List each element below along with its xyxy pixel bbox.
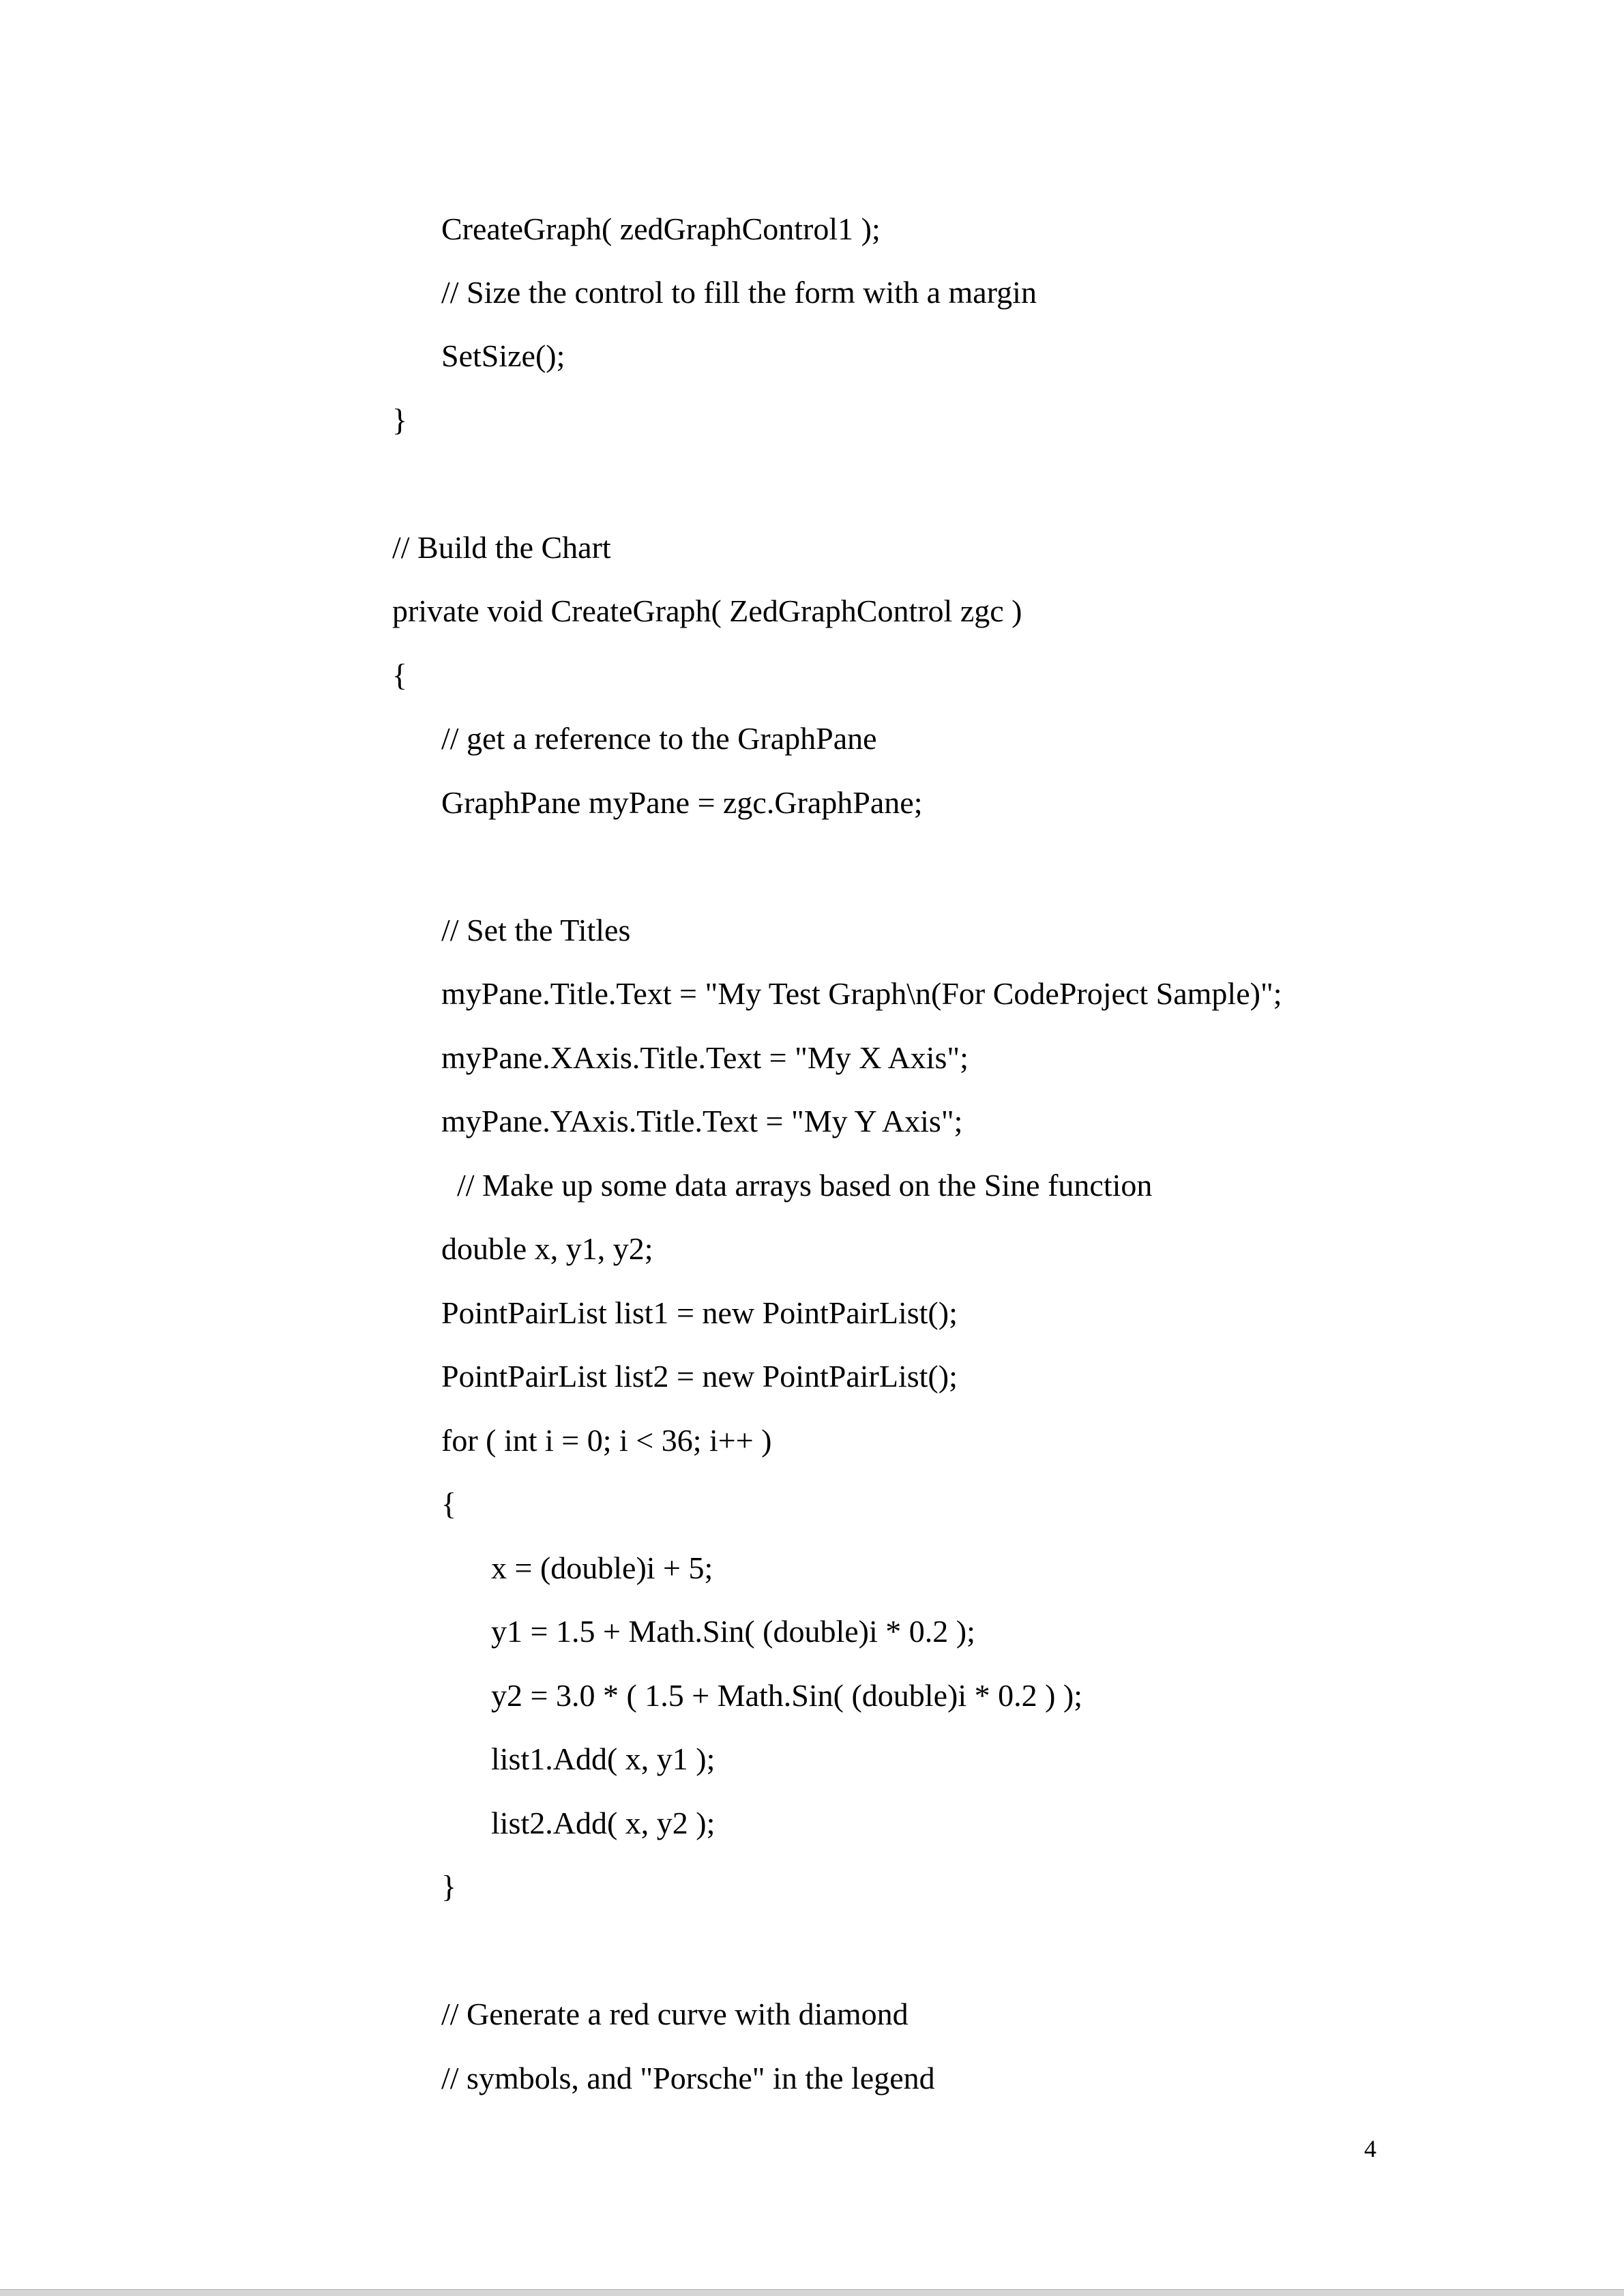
code-line: y2 = 3.0 * ( 1.5 + Math.Sin( (double)i * 0.2 ) ); <box>491 1678 1083 1713</box>
code-line: myPane.XAxis.Title.Text = "My X Axis"; <box>441 1040 969 1075</box>
code-line: for ( int i = 0; i < 36; i++ ) <box>441 1423 772 1458</box>
code-line: PointPairList list1 = new PointPairList(); <box>441 1295 958 1330</box>
code-line: // symbols, and "Porsche" in the legend <box>441 2061 935 2095</box>
code-line: // get a reference to the GraphPane <box>441 721 877 756</box>
code-line: // Set the Titles <box>441 913 631 947</box>
code-line: { <box>392 658 408 692</box>
code-line: y1 = 1.5 + Math.Sin( (double)i * 0.2 ); <box>491 1614 975 1649</box>
page-number: 4 <box>1364 2135 1376 2162</box>
code-line: double x, y1, y2; <box>441 1231 653 1266</box>
code-line: list1.Add( x, y1 ); <box>491 1741 715 1776</box>
code-line: PointPairList list2 = new PointPairList(); <box>441 1359 958 1394</box>
code-line: { <box>441 1486 457 1521</box>
code-line: GraphPane myPane = zgc.GraphPane; <box>441 785 923 820</box>
code-line: // Generate a red curve with diamond <box>441 1997 909 2031</box>
code-line: SetSize(); <box>441 338 565 373</box>
code-line: } <box>441 1869 457 1904</box>
code-line: myPane.Title.Text = "My Test Graph\n(For CodeProject Sample)"; <box>441 976 1282 1011</box>
code-line: // Build the Chart <box>392 530 611 565</box>
code-line: // Size the control to fill the form with a margin <box>441 275 1037 310</box>
code-line: private void CreateGraph( ZedGraphControl zgc ) <box>392 593 1022 628</box>
code-line: } <box>392 402 408 437</box>
code-line: x = (double)i + 5; <box>491 1550 713 1585</box>
code-line: list2.Add( x, y2 ); <box>491 1806 715 1840</box>
code-line: // Make up some data arrays based on the Sine function <box>457 1168 1153 1203</box>
code-line: CreateGraph( zedGraphControl1 ); <box>441 211 881 246</box>
code-line: myPane.YAxis.Title.Text = "My Y Axis"; <box>441 1104 963 1138</box>
